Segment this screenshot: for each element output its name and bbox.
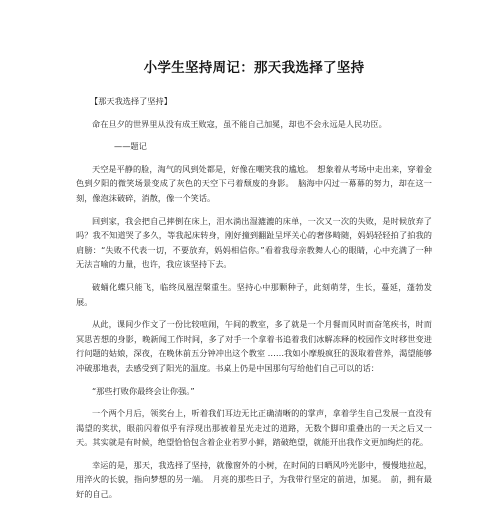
paragraph-4: 破蛹化蝶只能飞，临终凤凰涅槃重生。坚持心中那颗种子，此刻萌芽，生长，蔓延，蓬勃发展。 (76, 281, 432, 307)
paragraph-6: 一个两个月后，领奖台上，听着我们耳边无比正确清晰的的掌声，拿着学生自己发展一直没有渴望的奖状，眼前闪着似乎有浮现出那被着星光走过的道路，无数个脚印重叠出的一天之后又一天。其实就是有时候，绝望恰恰包含着企业若罗小鲜，踏破绝望，就能开出我作文更加绚烂的花。 (76, 408, 432, 448)
paragraph-5: 从此，课间少作文了一份比较喧闹，午间的教室，多了就是一个月餐而风时而奋笔疾书，时而冥思苦想的身影，晚新闻工作时间，多了对手一个拿着书追着我们冰解冻释的校园作文时移世变进行问题的姑娘，深夜，在晚休前五分钟冲出这个教室 ……我如小摩般疯狂的汲取着营养，渴望能够冲破那地表，去感受到了阳光的温度。书桌上仍是中国那句写给他们自己可以的话： (76, 319, 432, 373)
paragraph-3: 回到家，我会把自己摔倒在床上，泪水淌出湿漉漉的床单，一次又一次的失败，是时候放弃了吗？我不知道哭了多久，等我起床转身，刚好撞到翻趾呈坪关心的奢侈畸随，妈妈轻轻拍了拍我的肩膀：“失败不代表一切，不要放弃，妈妈相信你。”看着我母亲教舞人心的眼睛，心中充满了一种无法言喻的力量，也许，我应该坚持下去。 (76, 215, 432, 270)
epigraph-label: ——题记 (114, 141, 147, 152)
paragraph-2: 天空是平静的脸，淘气的风到处都是，好像在嘲笑我的尴尬。 想象着从考场中走出来，穿着金色到夕阳的微笑场景变成了灰色的天空下弓着颓废的身影。 脑海中闪过一幕幕的努力，却在这一刻，像泡沫破碎，消散，像一个笑话。 (76, 163, 432, 203)
paragraph-7: 幸运的是，那天，我选择了坚持，就像窗外的小树，在时间的日晒风吟光影中，慢慢地拉起，用淬火的长貌，指向梦想的另一端。 月亮的那些日子，为我带行坚定的前进，加冕。 前，拥有最好的自己。 (76, 459, 432, 500)
paragraph-1: 命在旦夕的世界里从没有成王败寇，虽不能自己加冕，却也不会永远是人民功臣。 (92, 118, 387, 129)
section-tag: 【那天我选择了坚持】 (90, 96, 172, 106)
document-title: 小学生坚持周记：那天我选择了坚持 (143, 60, 365, 76)
quote-line: “那些打败你最终会让你强。” (92, 385, 195, 396)
